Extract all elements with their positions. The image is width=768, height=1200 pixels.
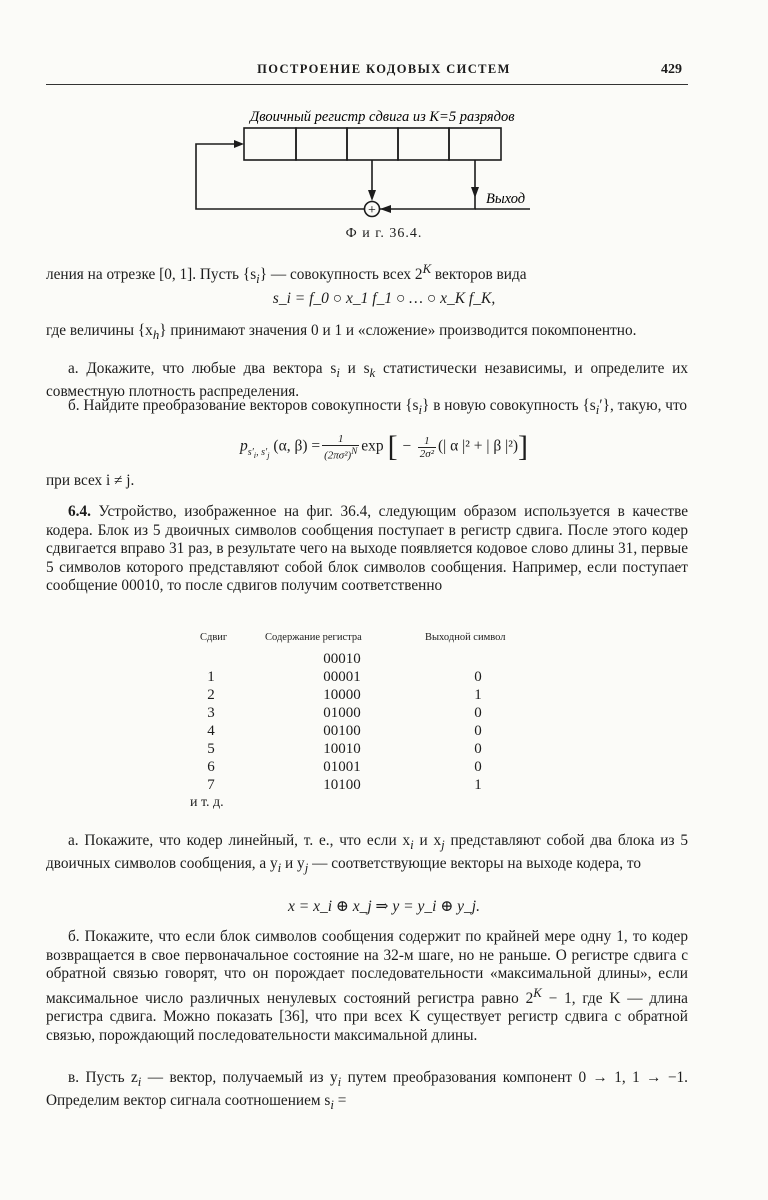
text-run: а. Докажите, что любые два вектора s <box>68 360 337 377</box>
text-run: где величины {x <box>46 322 153 339</box>
register-cell-1 <box>244 128 296 160</box>
paragraph-8: б. Покажите, что если блок символов сообщения содержит по крайней мере одну 1, то кодер возвращается в свое первоначальное состояние на 32-м шаге, но не раньше. О регистре сдвига с обратной связью говорят, что он порождает последовательности «максимальной длины», если максимальное число различных ненулевых состояний регистра равно $2^K - 1$, где K — длина регистра сдвига. Можно показать [36], что при всех K существует регистр сдвига с обратной связью, порождающий последовательности максимальной длины. <box>46 928 688 1044</box>
fraction-numerator: 1 <box>418 435 436 448</box>
text-run: б. Найдите преобразование векторов совокупности {s <box>68 397 419 414</box>
text-run: и s <box>339 360 370 377</box>
table-cell-register: 00100 <box>323 723 361 739</box>
text-run: }, такую, что <box>602 397 688 414</box>
tap-cell-5 <box>380 160 475 209</box>
text-run: — соответствующие векторы на выходе кодера, то <box>308 854 642 872</box>
text-run: = <box>333 1091 347 1109</box>
text-run: векторов вида <box>431 266 527 284</box>
fraction-denominator: 2σ² <box>419 447 435 460</box>
equation-1: s_i = f_0 ○ x_1 f_1 ○ … ○ x_K f_K, <box>272 290 496 307</box>
xor-symbol: + <box>368 203 376 218</box>
table-header-shift: Сдвиг <box>200 632 228 643</box>
problem-number: 6.4. <box>68 503 91 520</box>
table-cell-output: 0 <box>474 759 482 775</box>
paragraph-5: при всех i ≠ j. <box>46 472 135 489</box>
text-run: (2πσ²) <box>324 449 352 462</box>
text-run: путем преобразования компонент 0 → 1, 1 → −1. Определим вектор сигнала соотношением s <box>46 1069 688 1109</box>
text-run: б. Покажите, что если блок символов сообщения содержит по крайней мере одну 1, то кодер возвращается в свое первоначальное состояние на 32-м шаге, но не раньше. О регистре сдвига с обратной связью говорят, что он порождает последовательности «максимальной длины», если максимальное число различных ненулевых состояний регистра равно 2 <box>46 928 688 1007</box>
table-cell-output: 0 <box>474 741 482 757</box>
fraction-denominator: $(2\pi\sigma^2)^N$ <box>324 445 358 462</box>
table-cell-output: 1 <box>474 777 482 793</box>
table-cell-shift: 5 <box>207 741 215 757</box>
table-cell-register: 01000 <box>323 705 361 721</box>
text-run: } в новую совокупность {s <box>422 397 596 414</box>
output-label: Выход <box>486 191 526 207</box>
shift-register-figure <box>0 0 768 240</box>
down-arrow-icon <box>368 190 376 201</box>
feedback-path <box>196 144 364 209</box>
paragraph-2: где величины $\{x_h\}$ принимают значения 0 и 1 и «сложение» производится покомпонентно. <box>46 322 637 343</box>
table-cell-register: 10010 <box>323 741 361 757</box>
down-arrow-icon-2 <box>471 187 479 198</box>
feedback-lines <box>196 144 530 217</box>
text-run: } — совокупность всех 2 <box>259 266 423 284</box>
text-run: в. Пусть z <box>68 1069 138 1086</box>
table-cell-register: 00010 <box>323 651 361 667</box>
equation-3: x = x_i ⊕ x_j ⇒ y = y_i ⊕ y_j. <box>287 898 480 915</box>
text-run: и x <box>413 832 442 849</box>
text-run: ления на отрезке [0, 1]. Пусть {s <box>46 266 257 284</box>
table-cell-shift: 2 <box>207 687 215 703</box>
table-cell-register: 10100 <box>323 777 361 793</box>
text-run: } принимают значения 0 и 1 и «сложение» производится покомпонентно. <box>159 322 637 339</box>
paragraph-4: б. Найдите преобразование векторов совокупности $\{s_i\}$ в новую совокупность $\{s_i'\}$, такую, что <box>68 397 688 418</box>
fraction <box>418 435 436 460</box>
table-cell-register: 00001 <box>323 669 361 685</box>
paragraph-9: в. Пусть $z_i$ — вектор, получаемый из $y_i$ путем преобразования компонент 0 → 1, 1 → −1. Определим вектор сигнала соотношением $s_i$ = <box>46 1069 688 1112</box>
table-cell-register: 01001 <box>323 759 361 775</box>
table-cell-shift: 6 <box>207 759 215 775</box>
register-cell-4 <box>398 128 449 160</box>
table-cell-shift: 7 <box>207 777 215 793</box>
table-cell-register: 10000 <box>323 687 361 703</box>
table-cell-shift: 3 <box>207 705 215 721</box>
text-run: а. Покажите, что кодер линейный, т. е., что если x <box>68 832 411 849</box>
paragraph-7: а. Покажите, что кодер линейный, т. е., что если $x_i$ и $x_j$ представляют собой два блока из 5 двоичных символов сообщения, а $y_i$ и $y_j$ — соответствующие векторы на выходе кодера, то <box>46 832 688 875</box>
left-arrow-icon <box>380 205 391 213</box>
fraction-numerator: 1 <box>322 433 359 446</box>
text-run: статистически независимы, и определите их совместную плотность распределения. <box>46 360 688 400</box>
register-label: Двоичный регистр сдвига из K=5 разрядов <box>250 109 515 125</box>
paragraph-3: а. Докажите, что любые два вектора $s_i$ и $s_k$ статистически независимы, и определите их совместную плотность распределения. <box>46 360 688 400</box>
table-cell-output: 0 <box>474 723 482 739</box>
fraction <box>322 433 359 462</box>
paragraph-6 <box>46 503 688 596</box>
figure-caption: Ф и г. 36.4. <box>345 226 423 241</box>
register-cell-2 <box>296 128 347 160</box>
page-number: 429 <box>661 62 682 77</box>
table-header-register: Содержание регистра <box>265 632 362 643</box>
arrow-heads <box>234 140 479 213</box>
text-run: Устройство, изображенное на фиг. 36.4, следующим образом используется в качестве кодера. Блок из 5 двоичных символов сообщения поступает в регистр сдвига. После этого кодер сдвигается вправо 31 раз, в результате чего на выходе появляется кодовое слово длины 31, первые 5 символов которого представляют собой блок символов сообщения. Например, если поступает сообщение 00010, то после сдвигов получим соответственно <box>46 503 688 594</box>
table-header-output: Выходной символ <box>425 632 506 643</box>
register-cell-3 <box>347 128 398 160</box>
register-cell-5 <box>449 128 501 160</box>
table-cell-output: 0 <box>474 669 482 685</box>
table-etc: и т. д. <box>190 795 224 810</box>
table-cell-output: 0 <box>474 705 482 721</box>
table-cell-shift: 4 <box>207 723 215 739</box>
text-run: — вектор, получаемый из y <box>141 1069 338 1086</box>
text-run: p <box>239 437 248 455</box>
register-cells <box>244 128 501 160</box>
equation-2: $p_{s'_i, s'_j}$ (α, β) = $\frac{1}{(2\pi\sigma^2)^N}$ exp [ − $\frac{1}{\text{2σ²}}$ (| α |² + | β |²)] <box>239 430 529 463</box>
running-header: ПОСТРОЕНИЕ КОДОВЫХ СИСТЕМ <box>257 62 511 76</box>
table-cell-shift: 1 <box>207 669 215 685</box>
text-run: (| α |² + | β |²) <box>438 437 519 455</box>
text-run: (α, β) = <box>273 437 321 455</box>
text-run: и y <box>281 854 305 872</box>
text-run: exp <box>361 437 384 455</box>
table-cell-output: 1 <box>474 687 482 703</box>
text-run: − 1, где K — длина регистра сдвига. Можно показать [36], что при всех K существует регистр сдвига с обратной связью, порождающий последовательности максимальной длины. <box>46 989 688 1044</box>
input-arrow-icon <box>234 140 244 148</box>
text-run: представляют собой два блока из 5 двоичных символов сообщения, а y <box>46 832 688 872</box>
paragraph-1: ления на отрезке [0, 1]. Пусть $\{s_i\}$ — совокупность всех $2^K$ векторов вида <box>46 262 527 287</box>
